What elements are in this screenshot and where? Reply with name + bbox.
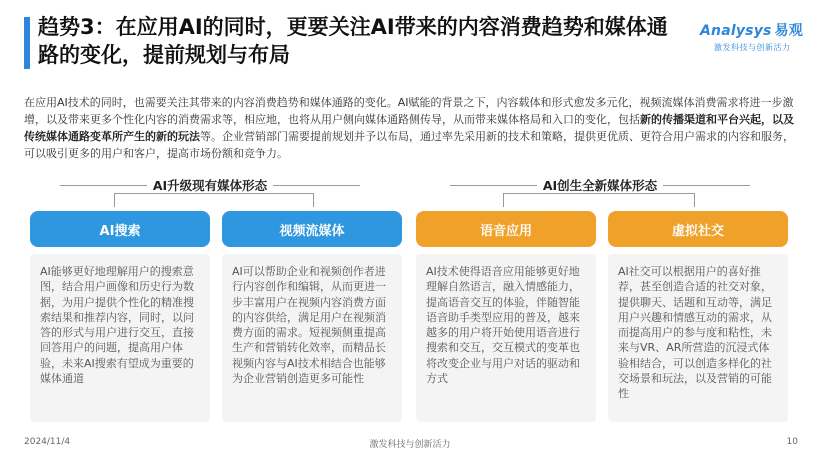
title-accent-bar [24, 17, 30, 69]
brand-logo [700, 20, 810, 56]
footer-tagline: 激发科技与创新活力 [369, 440, 451, 450]
page-title: 趋势3：在应用AI的同时，更要关注AI带来的内容消费趋势和媒体通路的变化，提前规划与布局 [38, 15, 668, 67]
card-title-virtual-social: 虚拟社交 [608, 211, 788, 247]
card-title-video-streaming: 视频流媒体 [222, 211, 402, 247]
footer-date: 2024/11/4 [24, 437, 71, 447]
section-heading-upgrade: AI升级现有媒体形态 [60, 176, 360, 194]
intro-text-2: 等。企业营销部门需要提前规划并予以布局，通过率先采用新的技术和策略，提供更优质、更符合用户需求的内容和服务，可以吸引更多的用户和客户，提高市场份额和竞争力。 [24, 130, 794, 160]
section-heading-create: AI创生全新媒体形态 [450, 176, 750, 194]
card-title-ai-search: AI搜索 [30, 211, 210, 247]
logo-tagline: 激发科技与创新活力 [714, 43, 791, 52]
card-title-voice-apps: 语音应用 [416, 211, 596, 247]
intro-text-1: 在应用AI技术的同时，也需要关注其带来的内容消费趋势和媒体通路的变化。AI赋能的背景之下，内容载体和形式愈发多元化，视频流媒体消费需求将进一步激增，以及带来更多个性化内容的消费需求等，相应地，也将从用户侧向媒体通路侧传导，从而带来媒体格局和入口的变化，包括 [24, 96, 794, 126]
logo-name-cn: 易观 [774, 23, 803, 39]
section-bracket-right [503, 193, 695, 207]
card-body-virtual-social: AI社交可以根据用户的喜好推荐，甚至创造合适的社交对象，提供聊天、话题和互动等，满足用户兴趣和情感互动的需求，从而提高用户的参与度和粘性，未来与VR、AR所营造的沉浸式体验相结合，可以创造多样化的社交场景和玩法，以及营销的可能性 [608, 254, 788, 422]
intro-text-bold: 新的传播渠道和平台兴起，以及传统媒体通路变革所产生的新的玩法 [24, 113, 794, 143]
intro-paragraph [24, 94, 800, 162]
section-bracket-left [114, 193, 314, 207]
card-body-video-streaming: AI可以帮助企业和视频创作者进行内容创作和编辑，从而更进一步丰富用户在视频内容消费方面的内容供给，满足用户在视频消费方面的需求。短视频侧重提高生产和营销转化效率，而精品长视频内容与AI技术相结合也能够为企业营销创造更多可能性 [222, 254, 402, 422]
card-body-voice-apps: AI技术使得语音应用能够更好地理解自然语言，融入情感能力，提高语音交互的体验，伴随智能语音助手类型应用的普及，越来越多的用户将开始使用语音进行搜索和交互，交互模式的变革也将改变企业与用户对话的驱动和方式 [416, 254, 596, 422]
logo-name: Analysys [700, 23, 772, 39]
card-body-ai-search: AI能够更好地理解用户的搜索意图，结合用户画像和历史行为数据，为用户提供个性化的精准搜索结果和推荐内容，同时，以问答的形式与用户进行交互，直接回答用户的问题，提高用户体验，未来AI搜索有望成为重要的媒体通道 [30, 254, 210, 422]
page-number: 10 [786, 437, 798, 447]
